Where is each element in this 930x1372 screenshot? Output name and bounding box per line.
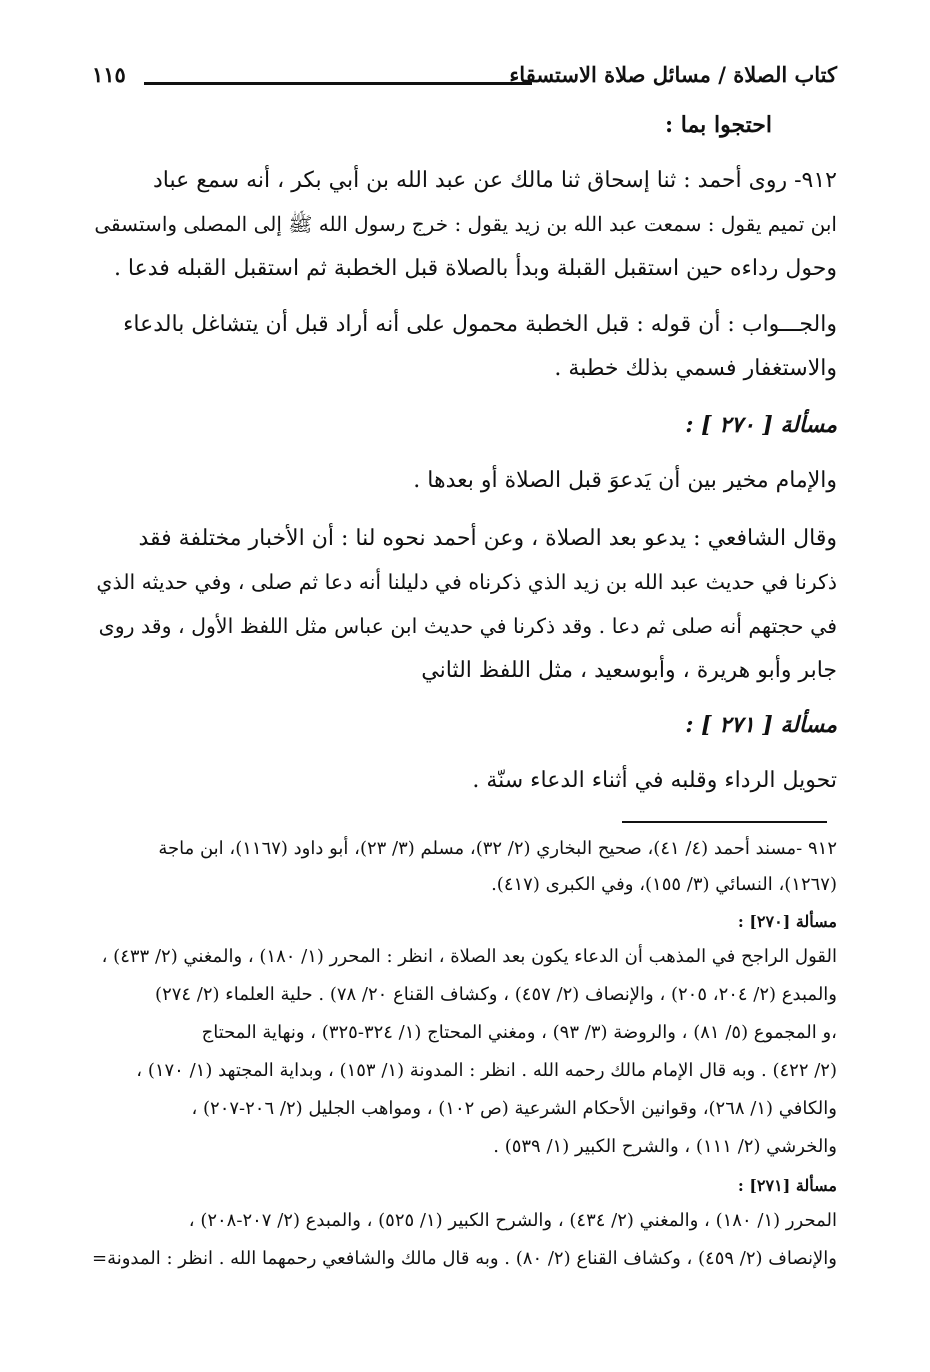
masala-270-heading: مسألة [ ٢٧٠ ] : bbox=[685, 412, 837, 438]
running-header bbox=[92, 62, 837, 102]
footnote-270-line-3: ،و المجموع (٥/ ٨١) ، والروضة (٣/ ٩٣) ، ومغني المحتاج (١/ ٣٢٤-٣٢٥) ، ونهاية المحتاج bbox=[201, 1022, 837, 1043]
shafii-line-4: جابر وأبو هريرة ، وأبوسعيد ، مثل اللفظ الثاني bbox=[421, 658, 837, 683]
answer-line-2: والاستغفار فسمي بذلك خطبة . bbox=[554, 356, 837, 381]
masala-271-heading: مسألة [ ٢٧١ ] : bbox=[685, 712, 837, 738]
hadith-912-line-2: ابن تميم يقول : سمعت عبد الله بن زيد يقول : خرج رسول الله ﷺ إلى المصلى واستسقى bbox=[94, 212, 837, 236]
footnote-270-line-2: والمبدع (٢/ ٢٠٤، ٢٠٥) ، والإنصاف (٢/ ٤٥٧) ، وكشاف القناع ٢٠/ ٧٨) . حلية العلماء (٢/ ٢٧٤) bbox=[155, 984, 837, 1005]
hadith-912-line-1: ٩١٢- روى أحمد : ثنا إسحاق ثنا مالك عن عبد الله بن أبي بكر ، أنه سمع عباد bbox=[152, 168, 837, 193]
footnote-270-line-5: والكافي (١/ ٢٦٨)، وقوانين الأحكام الشرعية (ص ١٠٢) ، ومواهب الجليل (٢/ ٢٠٦-٢٠٧) ، bbox=[191, 1098, 837, 1119]
masala-271-text: تحويل الرداء وقلبه في أثناء الدعاء سنّة . bbox=[472, 768, 837, 793]
footnote-separator bbox=[622, 821, 827, 823]
shafii-line-2: ذكرنا في حديث عبد الله بن زيد الذي ذكرناه في دليلنا أنه دعا ثم صلى ، وفي حديثه الذي bbox=[96, 570, 837, 594]
answer-line-1: والجـــواب : أن قوله : قبل الخطبة محمول على أنه أراد قبل أن يتشاغل بالدعاء bbox=[123, 312, 837, 337]
footnote-270-line-4: (٢/ ٤٢٢) . وبه قال الإمام مالك رحمه الله . انظر : المدونة (١/ ١٥٣) ، وبداية المجتهد (١/ ١٧٠) ، bbox=[136, 1060, 837, 1081]
chapter-title: كتاب الصلاة / مسائل صلاة الاستسقاء bbox=[509, 62, 837, 87]
footnote-912-line-2: (١٢٦٧)، النسائي (٣/ ١٥٥)، وفي الكبرى (٤١٧). bbox=[491, 874, 837, 895]
footnote-270-line-1: القول الراجح في المذهب أن الدعاء يكون بعد الصلاة ، انظر : المحرر (١/ ١٨٠) ، والمغني (٢/ ٤٣٣) ، bbox=[101, 946, 837, 967]
footnote-271-heading: مسألة [٢٧١] : bbox=[737, 1176, 837, 1195]
masala-270-text: والإمام مخير بين أن يَدعوَ قبل الصلاة أو بعدها . bbox=[413, 468, 837, 493]
header-rule bbox=[144, 82, 532, 85]
footnote-270-heading: مسألة [٢٧٠] : bbox=[737, 912, 837, 931]
footnote-271-line-1: المحرر (١/ ١٨٠) ، والمغني (٢/ ٤٣٤) ، والشرح الكبير (١/ ٥٢٥) ، والمبدع (٢/ ٢٠٧-٢٠٨) ، bbox=[188, 1210, 837, 1231]
footnote-270-line-6: والخرشي (٢/ ١١١) ، والشرح الكبير (١/ ٥٣٩) . bbox=[493, 1136, 837, 1157]
shafii-line-1: وقال الشافعي : يدعو بعد الصلاة ، وعن أحمد نحوه لنا : أن الأخبار مختلفة فقد bbox=[138, 526, 837, 551]
shafii-line-3: في حجتهم أنه صلى ثم دعا . وقد ذكرنا في حديث ابن عباس مثل اللفظ الأول ، وقد روى bbox=[98, 614, 837, 638]
footnote-271-line-2: والإنصاف (٢/ ٤٥٩) ، وكشاف القناع (٢/ ٨٠) . وبه قال مالك والشافعي رحمهما الله . انظر : المدونة= bbox=[92, 1248, 837, 1269]
page-number: ١١٥ bbox=[92, 62, 126, 87]
intro-line: احتجوا بما : bbox=[664, 112, 772, 138]
footnote-912-line-1: ٩١٢ -مسند أحمد (٤/ ٤١)، صحيح البخاري (٢/ ٣٢)، مسلم (٣/ ٢٣)، أبو داود (١١٦٧)، ابن ماجة bbox=[158, 838, 837, 859]
hadith-912-line-3: وحول رداءه حين استقبل القبلة وبدأ بالصلاة قبل الخطبة ثم استقبل القبله فدعا . bbox=[113, 256, 837, 281]
